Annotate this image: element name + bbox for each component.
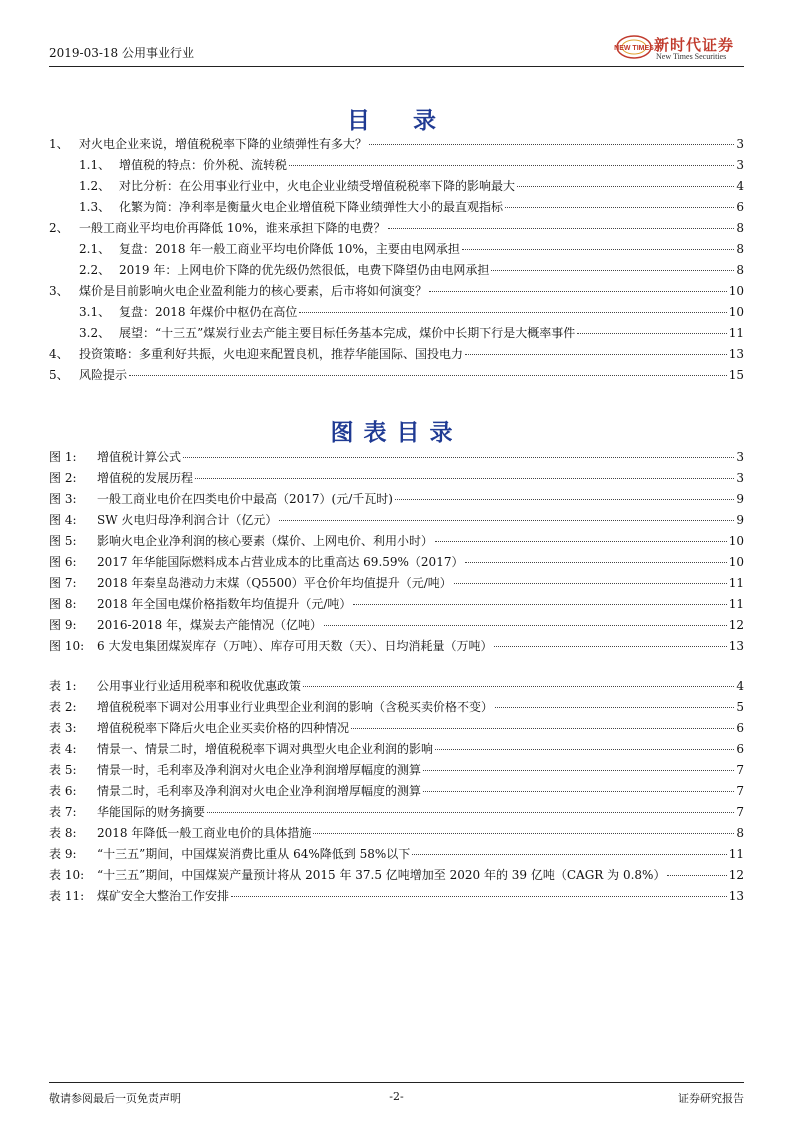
toc-text: 增值税的特点：价外税、流转税 bbox=[119, 158, 288, 172]
table-text: 煤矿安全大整治工作安排 bbox=[97, 889, 230, 903]
toc-text: 煤价是目前影响火电企业盈利能力的核心要素，后市将如何演变？ bbox=[79, 284, 428, 298]
table-number: 表 2: bbox=[49, 700, 77, 714]
table-text: 情景二时，毛利率及净利润对火电企业净利润增厚幅度的测算 bbox=[97, 784, 422, 798]
table-page: 7 bbox=[736, 763, 744, 777]
dot-leader bbox=[369, 144, 734, 145]
toc-number: 2、 bbox=[49, 221, 69, 235]
table-text: 公用事业行业适用税率和税收优惠政策 bbox=[97, 679, 302, 693]
figure-entry[interactable] bbox=[49, 472, 744, 484]
toc-entry[interactable] bbox=[49, 369, 744, 381]
toc-page: 3 bbox=[736, 137, 744, 151]
toc-text: 展望：“十三五”煤炭行业去产能主要目标任务基本完成，煤价中长期下行是大概率事件 bbox=[119, 326, 576, 340]
toc-entry[interactable] bbox=[49, 180, 744, 192]
toc-entry[interactable] bbox=[49, 159, 744, 171]
dot-leader bbox=[462, 249, 735, 250]
table-text: 增值税税率下调对公用事业行业典型企业利润的影响（含税买卖价格不变） bbox=[97, 700, 494, 714]
toc-page: 15 bbox=[728, 368, 744, 382]
footer-divider bbox=[49, 1082, 744, 1083]
table-entry[interactable] bbox=[49, 785, 744, 797]
table-text: “十三五”期间，中国煤炭产量预计将从 2015 年 37.5 亿吨增加至 2020 年的 39 亿吨（CAGR 为 0.8%） bbox=[97, 868, 666, 882]
toc-number: 5、 bbox=[49, 368, 69, 382]
figure-page: 3 bbox=[736, 450, 744, 464]
figure-text: 2018 年全国电煤价格指数年均值提升（元/吨） bbox=[97, 597, 352, 611]
toc-page: 10 bbox=[728, 305, 744, 319]
new-times-logo-icon bbox=[614, 32, 654, 62]
figure-number: 图 7: bbox=[49, 576, 77, 590]
header-divider bbox=[49, 66, 744, 67]
dot-leader bbox=[454, 583, 727, 584]
dot-leader bbox=[289, 165, 734, 166]
toc-page: 10 bbox=[728, 284, 744, 298]
figure-number: 图 10: bbox=[49, 639, 85, 653]
toc-number: 1、 bbox=[49, 137, 69, 151]
figure-text: 一般工商业电价在四类电价中最高（2017）(元/千瓦时) bbox=[97, 492, 393, 506]
toc-number: 1.3、 bbox=[79, 200, 111, 214]
table-number: 表 5: bbox=[49, 763, 77, 777]
dot-leader bbox=[353, 604, 726, 605]
toc-number: 3.2、 bbox=[79, 326, 111, 340]
table-entry[interactable] bbox=[49, 869, 744, 881]
toc-page: 8 bbox=[736, 263, 744, 277]
footer-report-type: 证券研究报告 bbox=[678, 1092, 744, 1105]
table-page: 4 bbox=[736, 679, 744, 693]
table-page: 13 bbox=[728, 889, 744, 903]
table-number: 表 11: bbox=[49, 889, 85, 903]
dot-leader bbox=[412, 854, 726, 855]
figure-page: 10 bbox=[728, 534, 744, 548]
table-page: 12 bbox=[728, 868, 744, 882]
dot-leader bbox=[517, 186, 734, 187]
figure-entry[interactable] bbox=[49, 451, 744, 463]
dot-leader bbox=[465, 562, 726, 563]
figure-text: 增值税计算公式 bbox=[97, 450, 182, 464]
toc-number: 2.2、 bbox=[79, 263, 111, 277]
table-number: 表 7: bbox=[49, 805, 77, 819]
table-page: 7 bbox=[736, 805, 744, 819]
table-page: 5 bbox=[736, 700, 744, 714]
toc-text: 风险提示 bbox=[79, 368, 128, 382]
toc-entry[interactable] bbox=[49, 264, 744, 276]
toc-entry[interactable] bbox=[49, 222, 744, 234]
dot-leader bbox=[465, 354, 727, 355]
figure-number: 图 1: bbox=[49, 450, 77, 464]
dot-leader bbox=[423, 770, 734, 771]
figure-entry[interactable] bbox=[49, 514, 744, 526]
figure-entry[interactable] bbox=[49, 535, 744, 547]
company-logo bbox=[614, 32, 744, 64]
table-text: “十三五”期间，中国煤炭消费比重从 64%降低到 58%以下 bbox=[97, 847, 411, 861]
dot-leader bbox=[505, 207, 734, 208]
dot-leader bbox=[303, 686, 734, 687]
figure-number: 图 4: bbox=[49, 513, 77, 527]
toc-text: 复盘：2018 年一般工商业平均电价降低 10%，主要由电网承担 bbox=[119, 242, 460, 256]
toc-entry[interactable] bbox=[49, 201, 744, 213]
figure-page: 9 bbox=[736, 513, 744, 527]
table-text: 情景一时，毛利率及净利润对火电企业净利润增厚幅度的测算 bbox=[97, 763, 422, 777]
figure-page: 10 bbox=[728, 555, 744, 569]
table-number: 表 6: bbox=[49, 784, 77, 798]
toc-page: 6 bbox=[736, 200, 744, 214]
dot-leader bbox=[388, 228, 735, 229]
table-page: 6 bbox=[736, 721, 744, 735]
svg-text:NEW TIMES: NEW TIMES bbox=[614, 45, 654, 52]
table-entry[interactable] bbox=[49, 722, 744, 734]
figure-text: 2017 年华能国际燃料成本占营业成本的比重高达 69.59%（2017） bbox=[97, 555, 464, 569]
figure-page: 11 bbox=[728, 597, 744, 611]
table-entry[interactable] bbox=[49, 827, 744, 839]
figure-number: 图 3: bbox=[49, 492, 77, 506]
dot-leader bbox=[395, 499, 734, 500]
toc-text: 投资策略：多重利好共振，火电迎来配置良机，推荐华能国际、国投电力 bbox=[79, 347, 464, 361]
figure-text: 2018 年秦皇岛港动力末煤（Q5500）平仓价年均值提升（元/吨） bbox=[97, 576, 452, 590]
figure-text: 2016-2018 年，煤炭去产能情况（亿吨） bbox=[97, 618, 322, 632]
toc-number: 4、 bbox=[49, 347, 69, 361]
dot-leader bbox=[299, 312, 726, 313]
table-text: 华能国际的财务摘要 bbox=[97, 805, 206, 819]
toc-title: 目 录 bbox=[347, 107, 446, 134]
toc-page: 11 bbox=[728, 326, 744, 340]
table-number: 表 9: bbox=[49, 847, 77, 861]
dot-leader bbox=[351, 728, 734, 729]
toc-number: 3.1、 bbox=[79, 305, 111, 319]
figure-text: 影响火电企业净利润的核心要素（煤价、上网电价、利用小时） bbox=[97, 534, 434, 548]
dot-leader bbox=[183, 457, 734, 458]
toc-page: 8 bbox=[736, 242, 744, 256]
figure-entry[interactable] bbox=[49, 619, 744, 631]
figure-page: 12 bbox=[728, 618, 744, 632]
toc-text: 复盘：2018 年煤价中枢仍在高位 bbox=[119, 305, 298, 319]
toc-number: 3、 bbox=[49, 284, 69, 298]
table-entry[interactable] bbox=[49, 806, 744, 818]
table-entry[interactable] bbox=[49, 764, 744, 776]
figure-page: 13 bbox=[728, 639, 744, 653]
table-number: 表 4: bbox=[49, 742, 77, 756]
table-entry[interactable] bbox=[49, 890, 744, 902]
table-page: 11 bbox=[728, 847, 744, 861]
dot-leader bbox=[195, 478, 734, 479]
table-text: 增值税税率下降后火电企业买卖价格的四种情况 bbox=[97, 721, 350, 735]
dot-leader bbox=[667, 875, 726, 876]
dot-leader bbox=[313, 833, 734, 834]
toc-entry[interactable] bbox=[49, 327, 744, 339]
dot-leader bbox=[429, 291, 727, 292]
toc-entry[interactable] bbox=[49, 138, 744, 150]
toc-entry[interactable] bbox=[49, 285, 744, 297]
figure-entry[interactable] bbox=[49, 577, 744, 589]
figure-text: 6 大发电集团煤炭库存（万吨）、库存可用天数（天）、日均消耗量（万吨） bbox=[97, 639, 493, 653]
figure-number: 图 9: bbox=[49, 618, 77, 632]
table-entry[interactable] bbox=[49, 743, 744, 755]
dot-leader bbox=[324, 625, 727, 626]
figure-page: 11 bbox=[728, 576, 744, 590]
figure-entry[interactable] bbox=[49, 556, 744, 568]
figure-number: 图 5: bbox=[49, 534, 77, 548]
toc-text: 对火电企业来说，增值税税率下降的业绩弹性有多大？ bbox=[79, 137, 368, 151]
dot-leader bbox=[435, 749, 734, 750]
toc-text: 2019 年：上网电价下降的优先级仍然很低，电费下降望仍由电网承担 bbox=[119, 263, 490, 277]
toc-page: 8 bbox=[736, 221, 744, 235]
table-page: 6 bbox=[736, 742, 744, 756]
figure-entry[interactable] bbox=[49, 493, 744, 505]
figure-page: 9 bbox=[736, 492, 744, 506]
toc-text: 对比分析：在公用事业行业中，火电企业业绩受增值税税率下降的影响最大 bbox=[119, 179, 516, 193]
logo-chinese-name: 新时代证券 bbox=[654, 36, 735, 54]
figure-list-title: 图表目录 bbox=[330, 419, 463, 446]
dot-leader bbox=[435, 541, 727, 542]
dot-leader bbox=[279, 520, 734, 521]
toc-page: 3 bbox=[736, 158, 744, 172]
toc-text: 一般工商业平均电价再降低 10%，谁来承担下降的电费？ bbox=[79, 221, 386, 235]
toc-entry[interactable] bbox=[49, 348, 744, 360]
toc-entry[interactable] bbox=[49, 306, 744, 318]
logo-english-name: New Times Securities bbox=[656, 52, 727, 61]
toc-page: 4 bbox=[736, 179, 744, 193]
toc-entry[interactable] bbox=[49, 243, 744, 255]
dot-leader bbox=[207, 812, 734, 813]
footer-disclaimer: 敬请参阅最后一页免责声明 bbox=[49, 1092, 181, 1105]
figure-number: 图 6: bbox=[49, 555, 77, 569]
table-number: 表 8: bbox=[49, 826, 77, 840]
figure-text: SW 火电归母净利润合计（亿元） bbox=[97, 513, 278, 527]
dot-leader bbox=[231, 896, 727, 897]
figure-text: 增值税的发展历程 bbox=[97, 471, 194, 485]
table-page: 8 bbox=[736, 826, 744, 840]
figure-entry[interactable] bbox=[49, 640, 744, 652]
toc-number: 1.2、 bbox=[79, 179, 111, 193]
table-entry[interactable] bbox=[49, 848, 744, 860]
table-number: 表 3: bbox=[49, 721, 77, 735]
figure-page: 3 bbox=[736, 471, 744, 485]
toc-text: 化繁为简：净利率是衡量火电企业增值税下降业绩弹性大小的最直观指标 bbox=[119, 200, 504, 214]
table-number: 表 10: bbox=[49, 868, 85, 882]
table-entry[interactable] bbox=[49, 680, 744, 692]
toc-number: 1.1、 bbox=[79, 158, 111, 172]
table-text: 情景一、情景二时，增值税税率下调对典型火电企业利润的影响 bbox=[97, 742, 434, 756]
toc-number: 2.1、 bbox=[79, 242, 111, 256]
table-text: 2018 年降低一般工商业电价的具体措施 bbox=[97, 826, 312, 840]
figure-entry[interactable] bbox=[49, 598, 744, 610]
dot-leader bbox=[577, 333, 726, 334]
page-header bbox=[49, 30, 744, 66]
page-number: -2- bbox=[389, 1090, 404, 1103]
dot-leader bbox=[129, 375, 727, 376]
dot-leader bbox=[423, 791, 734, 792]
toc-page: 13 bbox=[728, 347, 744, 361]
dot-leader bbox=[491, 270, 734, 271]
table-number: 表 1: bbox=[49, 679, 77, 693]
dot-leader bbox=[494, 646, 726, 647]
dot-leader bbox=[495, 707, 734, 708]
figure-number: 图 8: bbox=[49, 597, 77, 611]
table-page: 7 bbox=[736, 784, 744, 798]
figure-number: 图 2: bbox=[49, 471, 77, 485]
header-date-sector: 2019-03-18 公用事业行业 bbox=[49, 46, 195, 60]
table-entry[interactable] bbox=[49, 701, 744, 713]
